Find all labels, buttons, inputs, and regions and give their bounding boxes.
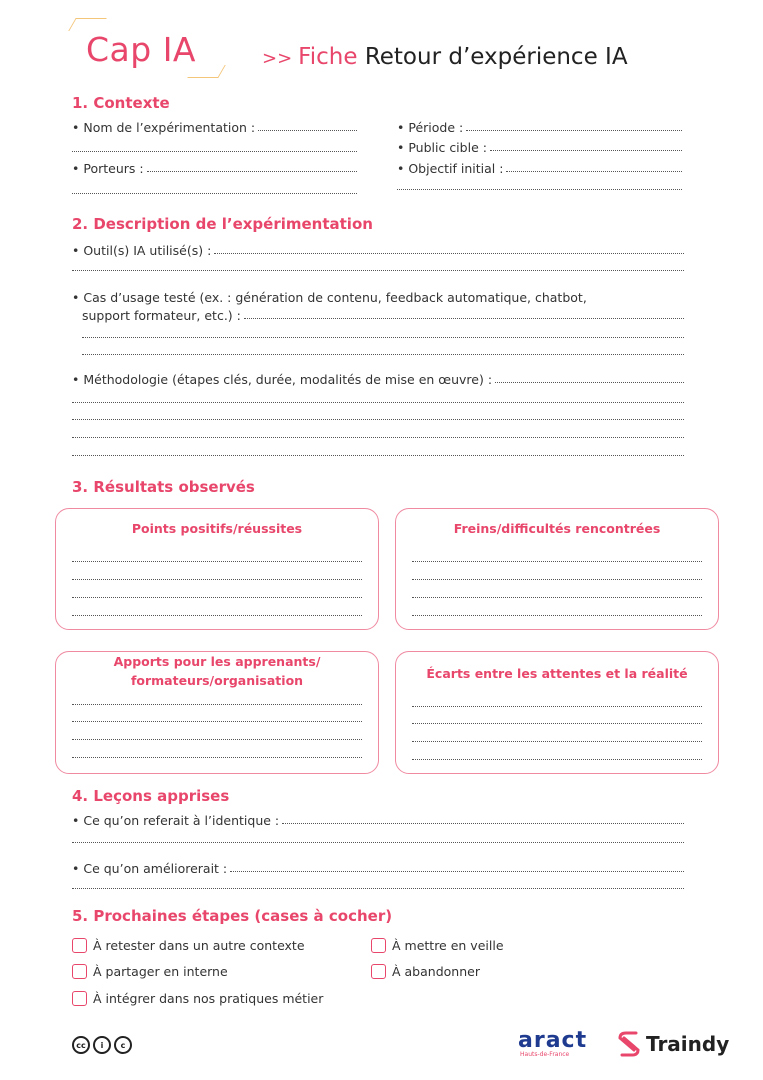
- checkbox-label: À intégrer dans nos pratiques métier: [93, 991, 324, 1006]
- box-line[interactable]: [412, 723, 702, 724]
- field-dotted-line: [244, 317, 684, 319]
- cc-icon: cc: [72, 1036, 90, 1054]
- field-label: support formateur, etc.) :: [82, 308, 241, 323]
- creative-commons-badge: [72, 1036, 132, 1054]
- field-continuation-line[interactable]: [82, 337, 684, 338]
- cap-ia-logo: Cap IA: [86, 30, 197, 69]
- field-continuation-line[interactable]: [72, 455, 684, 456]
- box-line[interactable]: [72, 561, 362, 562]
- aract-logo-text: aract: [518, 1028, 588, 1053]
- box-apports[interactable]: [55, 651, 379, 774]
- field-methodologie[interactable]: [72, 372, 684, 387]
- field-label: • Nom de l’expérimentation :: [72, 120, 256, 135]
- box-title-line2: formateurs/organisation: [130, 673, 304, 688]
- field-dotted-line: [282, 822, 684, 824]
- checkbox-square[interactable]: [371, 938, 386, 953]
- box-line[interactable]: [72, 721, 362, 722]
- box-line[interactable]: [72, 597, 362, 598]
- checkbox-label: À mettre en veille: [392, 938, 504, 953]
- field-label: • Objectif initial :: [397, 161, 504, 176]
- field-refairait[interactable]: [72, 813, 684, 828]
- field-dotted-line: [466, 129, 682, 131]
- field-public-cible[interactable]: [397, 140, 682, 155]
- field-continuation-line[interactable]: [72, 419, 684, 420]
- field-continuation-line[interactable]: [72, 270, 684, 271]
- box-line[interactable]: [412, 759, 702, 760]
- box-line[interactable]: [72, 704, 362, 705]
- field-label: • Méthodologie (étapes clés, durée, modalités de mise en œuvre) :: [72, 372, 493, 387]
- section-heading-prochaines-etapes: 5. Prochaines étapes (cases à cocher): [72, 907, 393, 925]
- traindy-logo-text: Traindy: [646, 1032, 730, 1056]
- section-heading-lecons: 4. Leçons apprises: [72, 787, 230, 805]
- field-label: • Ce qu’on améliorerait :: [72, 861, 228, 876]
- field-label: • Ce qu’on referait à l’identique :: [72, 813, 280, 828]
- checkbox-square[interactable]: [371, 964, 386, 979]
- checkbox-square[interactable]: [72, 938, 87, 953]
- field-dotted-line: [490, 149, 682, 151]
- checkbox-integrer[interactable]: [72, 991, 323, 1006]
- checkbox-square[interactable]: [72, 991, 87, 1006]
- field-dotted-line: [214, 252, 684, 254]
- field-objectif-initial[interactable]: [397, 161, 682, 176]
- box-line[interactable]: [412, 561, 702, 562]
- field-ameliorerait[interactable]: [72, 861, 684, 876]
- checkbox-mettre-en-veille[interactable]: [371, 938, 504, 953]
- traindy-icon: [616, 1030, 642, 1058]
- box-line[interactable]: [412, 706, 702, 707]
- field-dotted-line: [495, 381, 684, 383]
- title-arrows: >>: [262, 48, 293, 69]
- box-title-line1: Apports pour les apprenants/: [113, 654, 321, 669]
- checkbox-label: À abandonner: [392, 964, 480, 979]
- checkbox-abandonner[interactable]: [371, 964, 480, 979]
- attribution-icon: i: [93, 1036, 111, 1054]
- checkbox-partager[interactable]: [72, 964, 228, 979]
- title-main: Retour d’expérience IA: [364, 44, 628, 70]
- section-heading-resultats: 3. Résultats observés: [72, 478, 255, 496]
- box-line[interactable]: [412, 579, 702, 580]
- box-line[interactable]: [72, 579, 362, 580]
- field-periode[interactable]: [397, 120, 682, 135]
- share-alike-icon: c: [114, 1036, 132, 1054]
- box-freins[interactable]: [395, 508, 719, 630]
- field-label: • Outil(s) IA utilisé(s) :: [72, 243, 212, 258]
- field-cas-usage[interactable]: [82, 308, 684, 323]
- field-continuation-line[interactable]: [72, 151, 357, 152]
- field-porteurs[interactable]: [72, 161, 357, 176]
- field-continuation-line[interactable]: [72, 193, 357, 194]
- field-continuation-line[interactable]: [72, 402, 684, 403]
- box-line[interactable]: [72, 739, 362, 740]
- box-line[interactable]: [72, 757, 362, 758]
- field-label: • Porteurs :: [72, 161, 144, 176]
- box-line[interactable]: [412, 615, 702, 616]
- field-label: • Public cible :: [397, 140, 487, 155]
- field-continuation-line[interactable]: [72, 842, 684, 843]
- field-continuation-line[interactable]: [72, 888, 684, 889]
- aract-logo-subtitle: Hauts-de-France: [520, 1051, 570, 1058]
- field-outils-ia[interactable]: [72, 243, 684, 258]
- box-line[interactable]: [72, 615, 362, 616]
- field-dotted-line: [506, 170, 682, 172]
- field-continuation-line[interactable]: [397, 189, 682, 190]
- field-cas-usage-label: • Cas d’usage testé (ex. : génération de contenu, feedback automatique, chatbot,: [72, 290, 587, 305]
- box-points-positifs[interactable]: [55, 508, 379, 630]
- box-title: Écarts entre les attentes et la réalité: [426, 666, 688, 681]
- box-line[interactable]: [412, 741, 702, 742]
- field-label: • Période :: [397, 120, 464, 135]
- checkbox-square[interactable]: [72, 964, 87, 979]
- field-dotted-line: [147, 170, 357, 172]
- section-heading-description: 2. Description de l’expérimentation: [72, 215, 373, 233]
- field-nom-experimentation[interactable]: [72, 120, 357, 135]
- traindy-logo: [616, 1030, 729, 1058]
- box-line[interactable]: [412, 597, 702, 598]
- section-heading-contexte: 1. Contexte: [72, 94, 170, 112]
- title-fiche: Fiche: [298, 44, 358, 70]
- checkbox-retester[interactable]: [72, 938, 305, 953]
- field-dotted-line: [230, 870, 684, 872]
- aract-logo: [518, 1028, 598, 1058]
- checkbox-label: À retester dans un autre contexte: [93, 938, 305, 953]
- box-ecarts[interactable]: [395, 651, 719, 774]
- checkbox-label: À partager en interne: [93, 964, 228, 979]
- field-dotted-line: [258, 129, 357, 131]
- box-title: Freins/difficultés rencontrées: [453, 521, 661, 536]
- field-continuation-line[interactable]: [72, 437, 684, 438]
- box-title: Points positifs/réussites: [131, 521, 303, 536]
- field-continuation-line[interactable]: [82, 354, 684, 355]
- page-title: [262, 44, 628, 70]
